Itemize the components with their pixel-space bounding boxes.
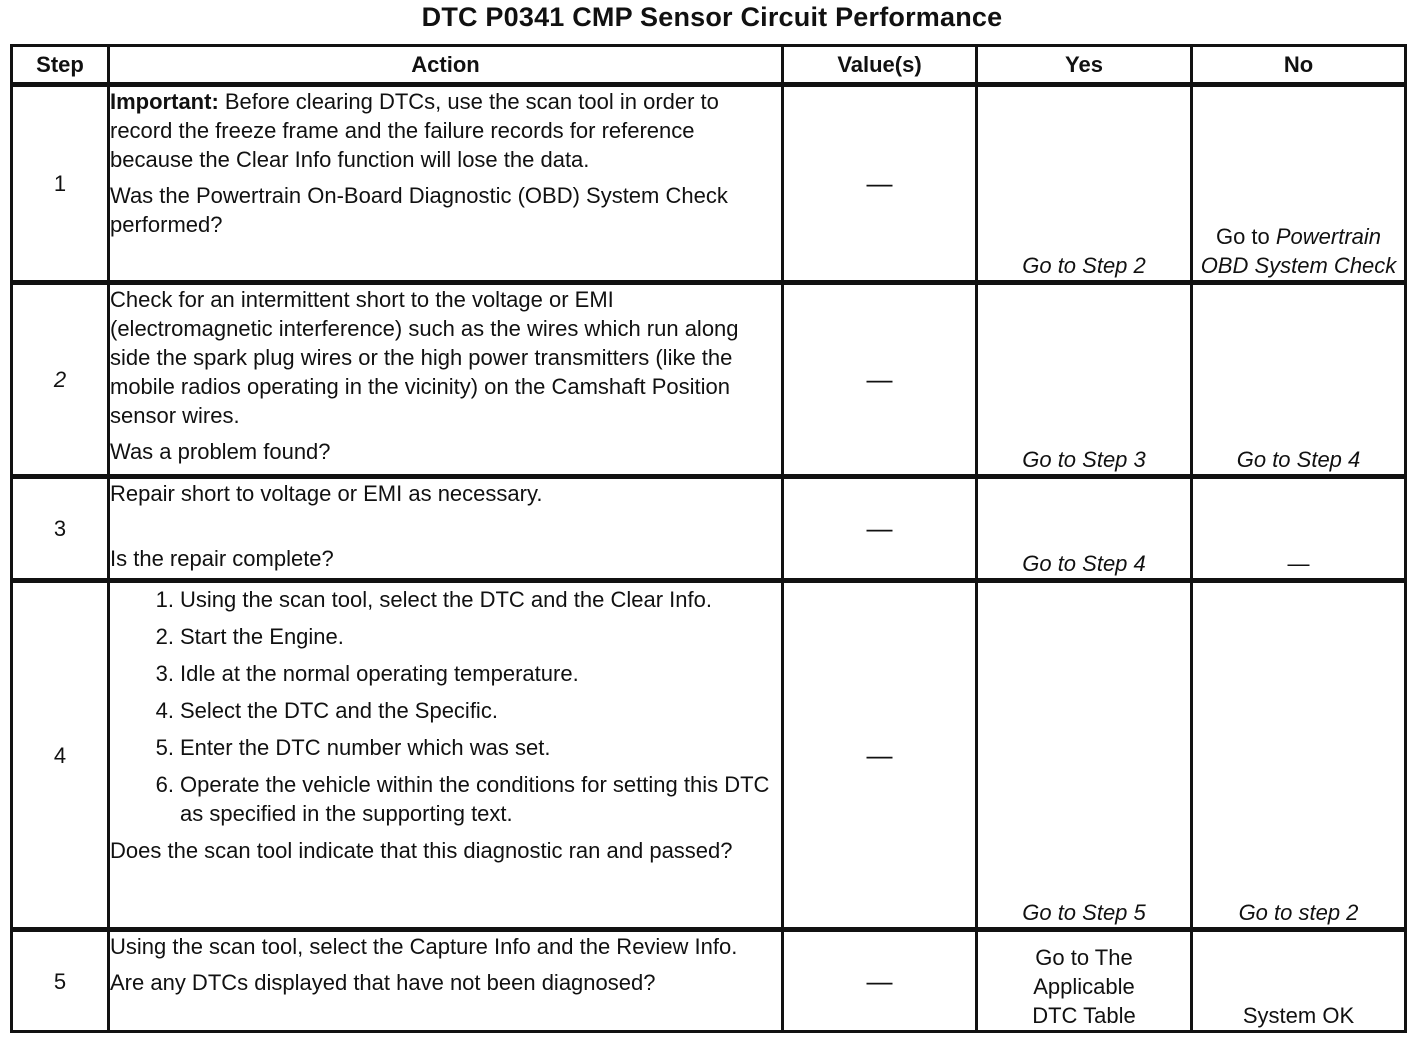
header-step: Step (12, 46, 109, 85)
action-cell (109, 477, 783, 581)
yes-cell: Go to Step 2 (977, 85, 1192, 283)
no-reference: Powertrain OBD System Check (1200, 224, 1397, 278)
header-no: No (1192, 46, 1406, 85)
action-text: Important: Before clearing DTCs, use the scan tool in order to record the freeze frame and the failure records for reference because the Clear Info function will lose the data. (110, 89, 719, 172)
step-number: 2 (12, 283, 109, 477)
yes-cell: Go to The Applicable DTC Table (977, 930, 1192, 1032)
table-row (12, 477, 1406, 581)
value-cell: — (783, 477, 977, 581)
table-row (12, 930, 1406, 1032)
no-cell: Go to Powertrain OBD System Check (1192, 85, 1406, 283)
table-row (12, 85, 1406, 283)
list-item: 5. Enter the DTC number which was set. (155, 735, 551, 760)
action-question: Was a problem found? (110, 439, 331, 464)
header-yes: Yes (977, 46, 1192, 85)
list-item: 1. Using the scan tool, select the DTC and the Clear Info. (155, 587, 712, 612)
table-row (12, 581, 1406, 930)
value-cell: — (783, 581, 977, 930)
list-item: 3. Idle at the normal operating temperature. (155, 661, 579, 686)
value-cell: — (783, 930, 977, 1032)
action-text: Using the scan tool, select the Capture Info and the Review Info. (110, 934, 738, 959)
yes-cell: Go to Step 4 (977, 477, 1192, 581)
diagnostic-table (10, 44, 1407, 1033)
step-number: 5 (12, 930, 109, 1032)
header-values: Value(s) (783, 46, 977, 85)
action-text: Check for an intermittent short to the voltage or EMI (electromagnetic interference) such as the wires which run along side the spark plug wires or the high power transmitters (like the mobile radios operating in the vicinity) on the Camshaft Position sensor wires. (110, 287, 739, 428)
list-item: 4. Select the DTC and the Specific. (155, 698, 498, 723)
action-question: Is the repair complete? (110, 546, 334, 571)
table-row (12, 283, 1406, 477)
action-cell (109, 283, 783, 477)
value-cell: — (783, 85, 977, 283)
action-question: Was the Powertrain On-Board Diagnostic (OBD) System Check performed? (110, 183, 728, 237)
action-cell (109, 581, 783, 930)
procedure-list (110, 585, 781, 828)
value-cell: — (783, 283, 977, 477)
page-title: DTC P0341 CMP Sensor Circuit Performance (421, 2, 1003, 32)
list-item: 2. Start the Engine. (155, 624, 344, 649)
action-cell (109, 85, 783, 283)
header-action: Action (109, 46, 783, 85)
no-cell: — (1192, 477, 1406, 581)
yes-cell: Go to Step 3 (977, 283, 1192, 477)
step-number: 4 (12, 581, 109, 930)
action-question: Does the scan tool indicate that this diagnostic ran and passed? (110, 838, 733, 863)
step-number: 3 (12, 477, 109, 581)
action-text: Repair short to voltage or EMI as necessary. (110, 481, 543, 506)
no-cell: Go to Step 4 (1192, 283, 1406, 477)
list-item: 6. Operate the vehicle within the conditions for setting this DTC as specified in the supporting text. (155, 772, 770, 826)
no-cell: System OK (1192, 930, 1406, 1032)
action-question: Are any DTCs displayed that have not been diagnosed? (110, 970, 656, 995)
no-cell: Go to step 2 (1192, 581, 1406, 930)
action-cell (109, 930, 783, 1032)
table-header-row (12, 46, 1406, 85)
yes-cell: Go to Step 5 (977, 581, 1192, 930)
important-label: Important: (110, 89, 219, 114)
step-number: 1 (12, 85, 109, 283)
